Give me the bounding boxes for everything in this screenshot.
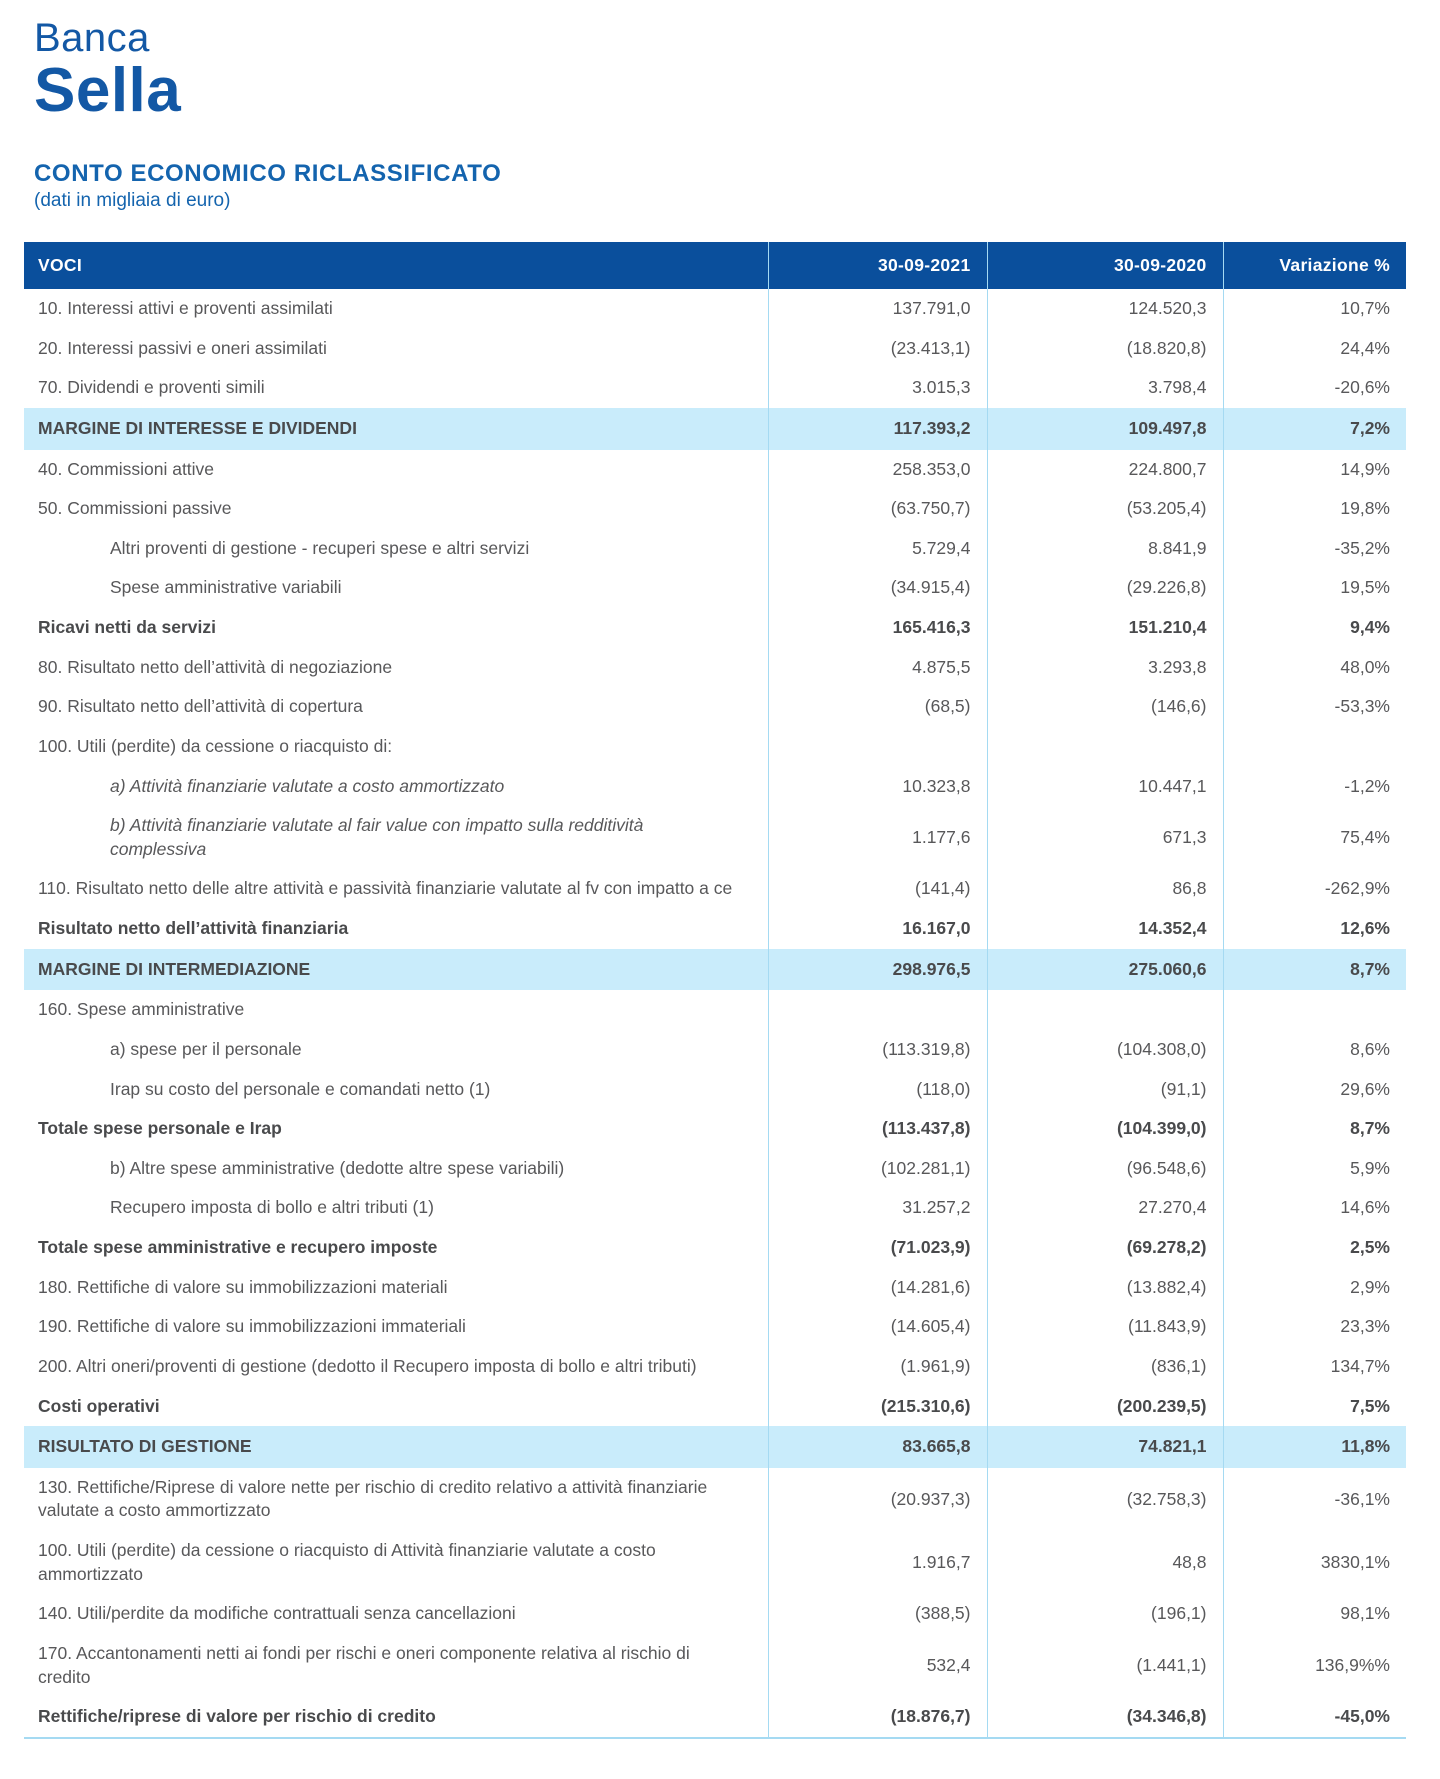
value-2021: (1.961,9) xyxy=(768,1347,987,1387)
value-2020: (200.239,5) xyxy=(987,1387,1223,1427)
table-row xyxy=(24,687,1406,727)
section-total-row xyxy=(24,1426,1406,1468)
row-label: 200. Altri oneri/proventi di gestione (dedotto il Recupero imposta di bollo e altri tributi) xyxy=(38,1355,697,1376)
value-2020: (11.843,9) xyxy=(987,1307,1223,1347)
value-2020: (104.399,0) xyxy=(987,1109,1223,1149)
table-row xyxy=(24,368,1406,408)
value-variation-pct: 8,6% xyxy=(1223,1030,1406,1070)
table-row xyxy=(24,727,1406,767)
value-variation-pct: -262,9% xyxy=(1223,869,1406,909)
row-label: 40. Commissioni attive xyxy=(38,458,215,479)
row-label: 90. Risultato netto dell’attività di copertura xyxy=(38,696,363,717)
value-variation-pct: -35,2% xyxy=(1223,529,1406,569)
value-2020: 27.270,4 xyxy=(987,1188,1223,1228)
table-header-row xyxy=(24,242,1406,289)
value-variation-pct: 98,1% xyxy=(1223,1594,1406,1634)
value-variation-pct: 29,6% xyxy=(1223,1070,1406,1110)
row-label: 20. Interessi passivi e oneri assimilati xyxy=(38,337,327,358)
row-label: a) spese per il personale xyxy=(110,1038,302,1059)
value-variation-pct: 24,4% xyxy=(1223,329,1406,369)
table-row xyxy=(24,329,1406,369)
value-variation-pct: 134,7% xyxy=(1223,1347,1406,1387)
row-label: 160. Spese amministrative xyxy=(38,999,245,1020)
row-label: b) Altre spese amministrative (dedotte altre spese variabili) xyxy=(110,1157,565,1178)
value-2020: 151.210,4 xyxy=(987,608,1223,648)
row-label: MARGINE DI INTERMEDIAZIONE xyxy=(38,958,311,979)
value-variation-pct: 9,4% xyxy=(1223,608,1406,648)
value-2020: 86,8 xyxy=(987,869,1223,909)
row-label: Recupero imposta di bollo e altri tributi (1) xyxy=(110,1197,434,1218)
value-2021: 298.976,5 xyxy=(768,949,987,991)
table-row xyxy=(24,869,1406,909)
value-2021: (215.310,6) xyxy=(768,1387,987,1427)
value-2020: 275.060,6 xyxy=(987,949,1223,991)
page-title: CONTO ECONOMICO RICLASSIFICATO xyxy=(34,160,502,187)
row-label: 110. Risultato netto delle altre attività e passività finanziarie valutate al fv con impatto a ce xyxy=(38,878,733,899)
table-row xyxy=(24,1468,1406,1531)
value-2021: 16.167,0 xyxy=(768,909,987,949)
value-2020: (53.205,4) xyxy=(987,489,1223,529)
income-statement-table xyxy=(24,242,1406,1739)
value-2020: 224.800,7 xyxy=(987,450,1223,490)
value-2020: 10.447,1 xyxy=(987,767,1223,807)
value-variation-pct: 23,3% xyxy=(1223,1307,1406,1347)
table-row xyxy=(24,568,1406,608)
value-2021: (34.915,4) xyxy=(768,568,987,608)
value-2020: (1.441,1) xyxy=(987,1634,1223,1697)
value-2021: (113.319,8) xyxy=(768,1030,987,1070)
value-2021: (63.750,7) xyxy=(768,489,987,529)
table-row xyxy=(24,1149,1406,1189)
value-2020: 8.841,9 xyxy=(987,529,1223,569)
value-variation-pct: -45,0% xyxy=(1223,1697,1406,1738)
value-variation-pct: 2,5% xyxy=(1223,1228,1406,1268)
value-2020: 48,8 xyxy=(987,1531,1223,1594)
row-label: RISULTATO DI GESTIONE xyxy=(38,1436,252,1457)
row-label: 100. Utili (perdite) da cessione o riacquisto di: xyxy=(38,735,393,756)
table-row xyxy=(24,1268,1406,1308)
table-row xyxy=(24,767,1406,807)
row-label: 50. Commissioni passive xyxy=(38,498,232,519)
value-variation-pct: -20,6% xyxy=(1223,368,1406,408)
value-variation-pct: 2,9% xyxy=(1223,1268,1406,1308)
value-2021: (71.023,9) xyxy=(768,1228,987,1268)
value-variation-pct xyxy=(1223,990,1406,1030)
table-header xyxy=(24,242,1406,289)
table-row xyxy=(24,1109,1406,1149)
value-2021: (388,5) xyxy=(768,1594,987,1634)
value-2021: (68,5) xyxy=(768,687,987,727)
value-2020: (196,1) xyxy=(987,1594,1223,1634)
value-2021: 3.015,3 xyxy=(768,368,987,408)
value-variation-pct: 19,8% xyxy=(1223,489,1406,529)
value-2021: (14.605,4) xyxy=(768,1307,987,1347)
value-2021: 1.177,6 xyxy=(768,806,987,869)
column-header-variazione: Variazione % xyxy=(1223,242,1406,289)
value-2020: (91,1) xyxy=(987,1070,1223,1110)
value-2021: 137.791,0 xyxy=(768,289,987,329)
value-2020: (104.308,0) xyxy=(987,1030,1223,1070)
value-2021: (118,0) xyxy=(768,1070,987,1110)
value-2020: 3.798,4 xyxy=(987,368,1223,408)
table-row xyxy=(24,1228,1406,1268)
table-row xyxy=(24,806,1406,869)
value-2021: (23.413,1) xyxy=(768,329,987,369)
row-label: 190. Rettifiche di valore su immobilizzazioni immateriali xyxy=(38,1316,466,1337)
table-row xyxy=(24,1387,1406,1427)
value-2021: 117.393,2 xyxy=(768,408,987,450)
row-label: 170. Accantonamenti netti ai fondi per rischi e oneri componente relativa al rischio di credito xyxy=(38,1642,690,1687)
logo-word-sella: Sella xyxy=(34,56,182,125)
value-variation-pct: 8,7% xyxy=(1223,1109,1406,1149)
table-row xyxy=(24,1594,1406,1634)
value-2020: (18.820,8) xyxy=(987,329,1223,369)
column-header-voci: VOCI xyxy=(24,242,768,289)
table-row xyxy=(24,529,1406,569)
value-2021: 31.257,2 xyxy=(768,1188,987,1228)
table-row xyxy=(24,1070,1406,1110)
row-label: 180. Rettifiche di valore su immobilizzazioni materiali xyxy=(38,1276,448,1297)
value-2021: 4.875,5 xyxy=(768,648,987,688)
value-2020: (96.548,6) xyxy=(987,1149,1223,1189)
value-2020: (146,6) xyxy=(987,687,1223,727)
value-variation-pct: 7,2% xyxy=(1223,408,1406,450)
table-row xyxy=(24,1307,1406,1347)
row-label: 100. Utili (perdite) da cessione o riacquisto di Attività finanziarie valutate a costo ammortizzato xyxy=(38,1540,656,1584)
section-total-row xyxy=(24,949,1406,991)
value-2020: (13.882,4) xyxy=(987,1268,1223,1308)
value-2021: 5.729,4 xyxy=(768,529,987,569)
value-2020: 671,3 xyxy=(987,806,1223,869)
value-2020 xyxy=(987,990,1223,1030)
page-subtitle: (dati in migliaia di euro) xyxy=(34,190,231,211)
value-2021: 83.665,8 xyxy=(768,1426,987,1468)
table-row xyxy=(24,648,1406,688)
value-2021: 10.323,8 xyxy=(768,767,987,807)
value-2021: (141,4) xyxy=(768,869,987,909)
value-variation-pct: 12,6% xyxy=(1223,909,1406,949)
table-row xyxy=(24,1531,1406,1594)
value-2021: (18.876,7) xyxy=(768,1697,987,1738)
value-variation-pct: 3830,1% xyxy=(1223,1531,1406,1594)
row-label: 70. Dividendi e proventi simili xyxy=(38,377,265,398)
value-2020: (34.346,8) xyxy=(987,1697,1223,1738)
value-variation-pct: 136,9%% xyxy=(1223,1634,1406,1697)
value-variation-pct: 14,9% xyxy=(1223,450,1406,490)
value-variation-pct: -53,3% xyxy=(1223,687,1406,727)
value-2020: 14.352,4 xyxy=(987,909,1223,949)
table-row xyxy=(24,1188,1406,1228)
row-label: Totale spese personale e Irap xyxy=(38,1118,282,1139)
value-variation-pct: 75,4% xyxy=(1223,806,1406,869)
row-label: 140. Utili/perdite da modifiche contrattuali senza cancellazioni xyxy=(38,1603,516,1624)
value-2021 xyxy=(768,990,987,1030)
row-label: b) Attività finanziarie valutate al fair value con impatto sulla redditività complessiva xyxy=(110,815,644,859)
value-variation-pct: 10,7% xyxy=(1223,289,1406,329)
row-label: 80. Risultato netto dell’attività di negoziazione xyxy=(38,656,393,677)
row-label: Altri proventi di gestione - recuperi spese e altri servizi xyxy=(110,537,530,558)
value-variation-pct: 8,7% xyxy=(1223,949,1406,991)
value-2021: (20.937,3) xyxy=(768,1468,987,1531)
logo-word-banca: Banca xyxy=(34,16,150,60)
value-2021 xyxy=(768,727,987,767)
row-label: Risultato netto dell’attività finanziaria xyxy=(38,918,349,938)
row-label: 130. Rettifiche/Riprese di valore nette per rischio di credito relativo a attività finanziarie valutate a costo ammortizzato xyxy=(38,1476,708,1521)
section-total-row xyxy=(24,408,1406,450)
table-row xyxy=(24,1634,1406,1697)
value-2021: 258.353,0 xyxy=(768,450,987,490)
value-variation-pct: 48,0% xyxy=(1223,648,1406,688)
value-2021: 165.416,3 xyxy=(768,608,987,648)
table-row xyxy=(24,289,1406,329)
value-variation-pct: -36,1% xyxy=(1223,1468,1406,1531)
value-variation-pct: 5,9% xyxy=(1223,1149,1406,1189)
value-2020: (29.226,8) xyxy=(987,568,1223,608)
value-2020: 3.293,8 xyxy=(987,648,1223,688)
value-2020: (32.758,3) xyxy=(987,1468,1223,1531)
income-statement-body xyxy=(24,289,1406,1738)
table-row xyxy=(24,909,1406,949)
row-label: Totale spese amministrative e recupero imposte xyxy=(38,1237,438,1257)
table-row xyxy=(24,990,1406,1030)
value-2020 xyxy=(987,727,1223,767)
value-variation-pct: 14,6% xyxy=(1223,1188,1406,1228)
column-header-30-09-2021: 30-09-2021 xyxy=(768,242,987,289)
table-row xyxy=(24,608,1406,648)
row-label: Ricavi netti da servizi xyxy=(38,617,216,637)
row-label: Costi operativi xyxy=(38,1395,160,1416)
table-row xyxy=(24,450,1406,490)
table-row xyxy=(24,1697,1406,1738)
value-2020: 109.497,8 xyxy=(987,408,1223,450)
value-2020: 124.520,3 xyxy=(987,289,1223,329)
value-2020: 74.821,1 xyxy=(987,1426,1223,1468)
row-label: Irap su costo del personale e comandati netto (1) xyxy=(110,1078,491,1099)
value-2021: 1.916,7 xyxy=(768,1531,987,1594)
table-row xyxy=(24,1030,1406,1070)
column-header-30-09-2020: 30-09-2020 xyxy=(987,242,1223,289)
table-row xyxy=(24,1347,1406,1387)
value-2020: (836,1) xyxy=(987,1347,1223,1387)
value-variation-pct: -1,2% xyxy=(1223,767,1406,807)
value-2020: (69.278,2) xyxy=(987,1228,1223,1268)
table-row xyxy=(24,489,1406,529)
value-2021: (14.281,6) xyxy=(768,1268,987,1308)
value-variation-pct: 11,8% xyxy=(1223,1426,1406,1468)
row-label: Rettifiche/riprese di valore per rischio di credito xyxy=(38,1706,436,1727)
value-2021: (113.437,8) xyxy=(768,1109,987,1149)
row-label: MARGINE DI INTERESSE E DIVIDENDI xyxy=(38,417,357,438)
value-variation-pct: 19,5% xyxy=(1223,568,1406,608)
row-label: Spese amministrative variabili xyxy=(110,577,342,598)
value-variation-pct xyxy=(1223,727,1406,767)
value-2021: 532,4 xyxy=(768,1634,987,1697)
row-label: a) Attività finanziarie valutate a costo ammortizzato xyxy=(110,775,505,796)
banca-sella-logo xyxy=(34,16,1416,125)
row-label: 10. Interessi attivi e proventi assimilati xyxy=(38,298,333,318)
value-2021: (102.281,1) xyxy=(768,1149,987,1189)
value-variation-pct: 7,5% xyxy=(1223,1387,1406,1427)
